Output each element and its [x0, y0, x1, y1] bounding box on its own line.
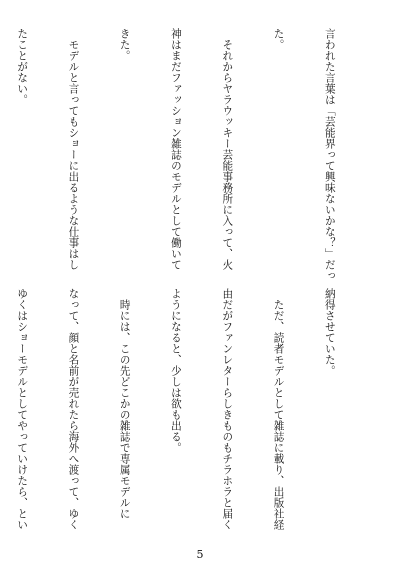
text-line: きた。 [118, 28, 131, 61]
text-line: たことがない。 [16, 28, 29, 105]
text-line: モデルと言ってもショーに出るような仕事はし [67, 28, 80, 270]
text-line: ただ、読者モデルとして雑誌に載り、出版社経 [272, 288, 285, 530]
text-line: 由だがファンレターらしきものもチラホラと届く [221, 288, 234, 530]
text-block-top [16, 28, 372, 281]
text-block-bottom [16, 288, 372, 538]
page-number: 5 [196, 548, 204, 561]
text-line: 時には、この先どこかの雑誌で専属モデルに [118, 288, 131, 519]
text-line: ゆくはショーモデルとしてやっていけたら、とい [16, 288, 29, 530]
text-line: 神はまだファッション雑誌のモデルとして働いて [169, 28, 182, 270]
text-line: 言われた言葉は「芸能界って興味ないかな？」だっ [323, 28, 336, 281]
text-line: なって、顔と名前が売れたら海外へ渡って、ゆく [67, 288, 80, 530]
text-line: それからヤラウッキー芸能事務所に入って、火 [221, 28, 234, 270]
text-line: ようになると、少しは欲も出る。 [169, 288, 182, 453]
text-line: 納得させていた。 [323, 288, 336, 376]
text-line: た。 [272, 28, 285, 50]
